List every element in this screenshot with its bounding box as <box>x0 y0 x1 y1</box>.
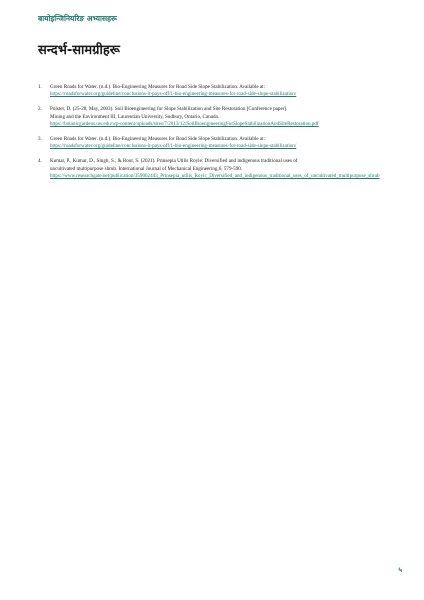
reference-list <box>38 84 388 188</box>
reference-item-4 <box>38 158 388 180</box>
reference-text: Polster, D. (25-28, May, 2003). Soil Bioengineering for Slope Stabilization and Site Restoration [Conference paper]. <box>50 106 288 113</box>
reference-body <box>50 136 388 150</box>
reference-text: Kumar, P., Kumar, D., Singh, S., & Rout, S. (2021). Prinsepia Utilis Royle: Diversified and indigenous traditional uses of <box>50 158 298 165</box>
reference-link[interactable]: https://botanicgardens.uw.edu/wp-content/uploads/sites/7/2013/12/SoilBioengineeringForSlopeStabilizationAndSiteRestoration.pdf <box>50 120 319 127</box>
section-title: सन्दर्भ-सामग्रीहरू <box>38 43 120 58</box>
reference-item-2 <box>38 106 388 128</box>
reference-link[interactable]: https://www.researchgate.net/publication/359002443_Prinsepia_utilis_Roylc_Diversified_and_indigenous_traditional_uses_of_uncultivated_multipurpose_shrub <box>50 172 380 179</box>
reference-number: 4. <box>38 158 42 165</box>
reference-link[interactable]: https://roadsforwater.org/guideline/conclusions-it-pays-off/1-bio-engineering-measures-for-road-side-slope-stabilization/ <box>50 143 297 150</box>
reference-text: uncultivated multipurpose shrub. International Journal of Mechanical Engineering,6, 579-590. <box>50 165 243 172</box>
running-header: बायोइन्जिनियरिङ अभ्यासहरू <box>38 14 117 23</box>
page-number: ५ <box>398 566 402 574</box>
reference-number: 1. <box>38 84 42 90</box>
reference-body <box>50 84 388 98</box>
reference-text: Green Roads for Water. (n.d.). Bio-Engineering Measures for Road Side Slope Stabilization. Available at: <box>50 136 265 143</box>
reference-body <box>50 106 388 128</box>
reference-item-3 <box>38 136 388 150</box>
reference-text: Green Roads for Water. (n.d.). Bio-Engineering Measures for Road Side Slope Stabilization. Available at: <box>50 84 265 90</box>
reference-number: 2. <box>38 106 42 113</box>
reference-link[interactable]: https://roadsforwater.org/guideline/conclusions-it-pays-off/1-bio-engineering-measures-for-road-side-slope-stabilization/ <box>50 91 297 98</box>
reference-body <box>50 158 388 180</box>
reference-item-1 <box>38 84 388 98</box>
reference-number: 3. <box>38 136 42 143</box>
reference-text: Mining and the Environment III, Laurentian University, Sudbury, Ontario, Canada. <box>50 113 220 120</box>
